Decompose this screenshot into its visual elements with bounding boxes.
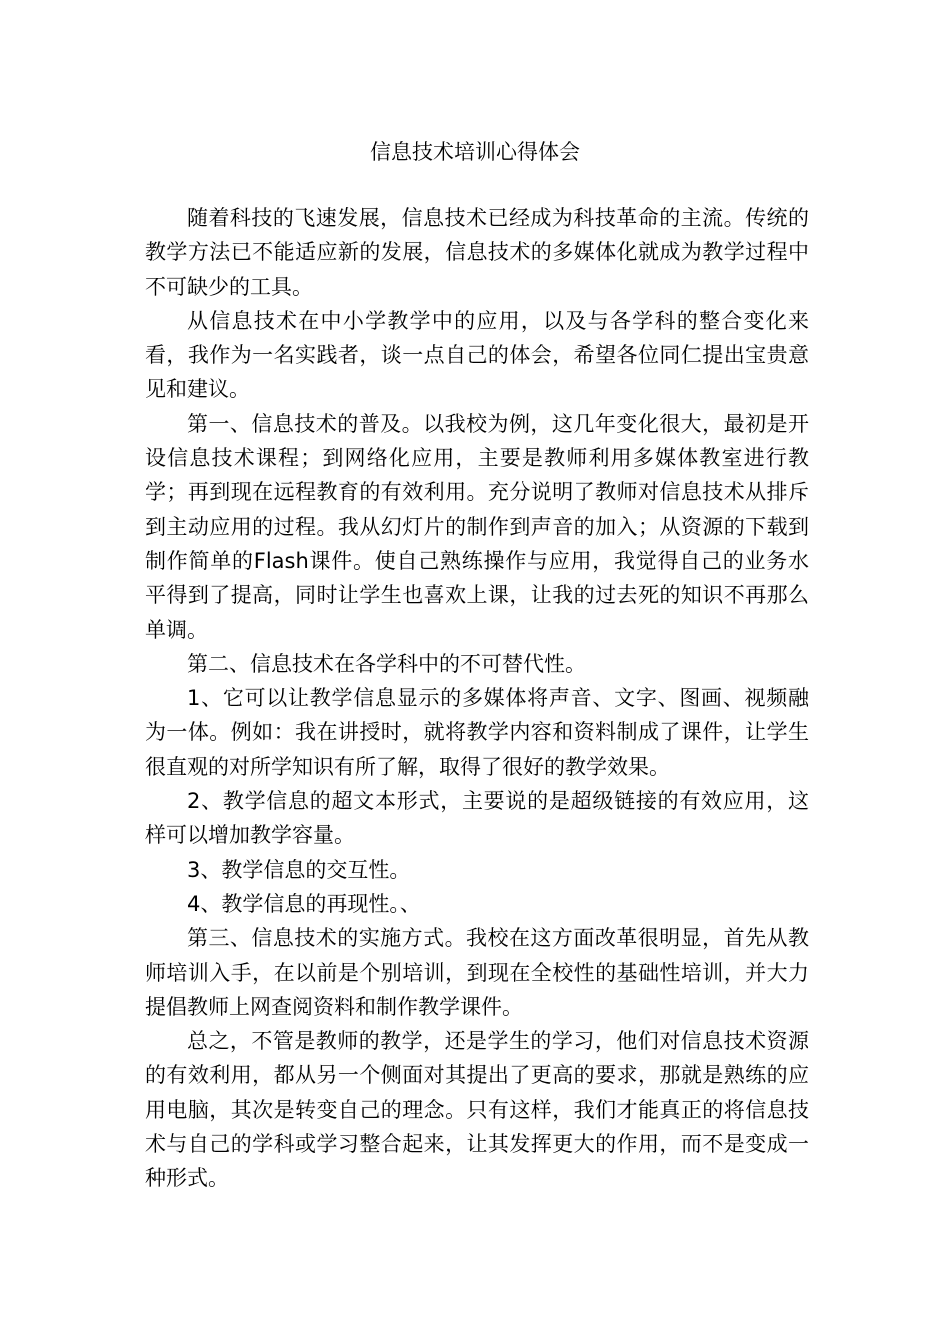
paragraph-perspective: 从信息技术在中小学教学中的应用，以及与各学科的整合变化来看，我作为一名实践者，谈一点自己的体会，希望各位同仁提出宝贵意见和建议。 — [145, 308, 809, 402]
paragraph-conclusion: 总之，不管是教师的教学，还是学生的学习，他们对信息技术资源的有效利用，都从另一个侧面对其提出了更高的要求，那就是熟练的应用电脑，其次是转变自己的理念。只有这样，我们才能真正的将信息技术与自己的学科或学习整合起来，让其发挥更大的作用，而不是变成一种形式。 — [145, 1029, 809, 1191]
paragraph-item-2: 2、教学信息的超文本形式，主要说的是超级链接的有效应用，这样可以增加教学容量。 — [145, 789, 809, 848]
paragraph-third-point: 第三、信息技术的实施方式。我校在这方面改革很明显，首先从教师培训入手，在以前是个别培训，到现在全校性的基础性培训，并大力提倡教师上网查阅资料和制作教学课件。 — [145, 926, 809, 1019]
paragraph-first-point: 第一、信息技术的普及。以我校为例，这几年变化很大，最初是开设信息技术课程；到网络化应用，主要是教师利用多媒体教室进行教学；再到现在远程教育的有效利用。充分说明了教师对信息技术从排斥到主动应用的过程。我从幻灯片的制作到声音的加入；从资源的下载到制作简单的Flash课件。使自己熟练操作与应用，我觉得自己的业务水平得到了提高，同时让学生也喜欢上课，让我的过去死的知识不再那么单调。 — [145, 411, 809, 642]
paragraph-intro: 随着科技的飞速发展，信息技术已经成为科技革命的主流。传统的教学方法已不能适应新的发展，信息技术的多媒体化就成为教学过程中不可缺少的工具。 — [145, 206, 809, 299]
document-body — [145, 201, 809, 1196]
paragraph-item-3: 3、教学信息的交互性。 — [187, 857, 411, 882]
paragraph-second-point: 第二、信息技术在各学科中的不可替代性。 — [187, 651, 586, 676]
paragraph-item-4: 4、教学信息的再现性。、 — [187, 891, 421, 916]
paragraph-item-1: 1、它可以让教学信息显示的多媒体将声音、文字、图画、视频融为一体。例如：我在讲授时，就将教学内容和资料制成了课件，让学生很直观的对所学知识有所了解，取得了很好的教学效果。 — [145, 686, 809, 779]
document-title: 信息技术培训心得体会 — [370, 140, 580, 164]
